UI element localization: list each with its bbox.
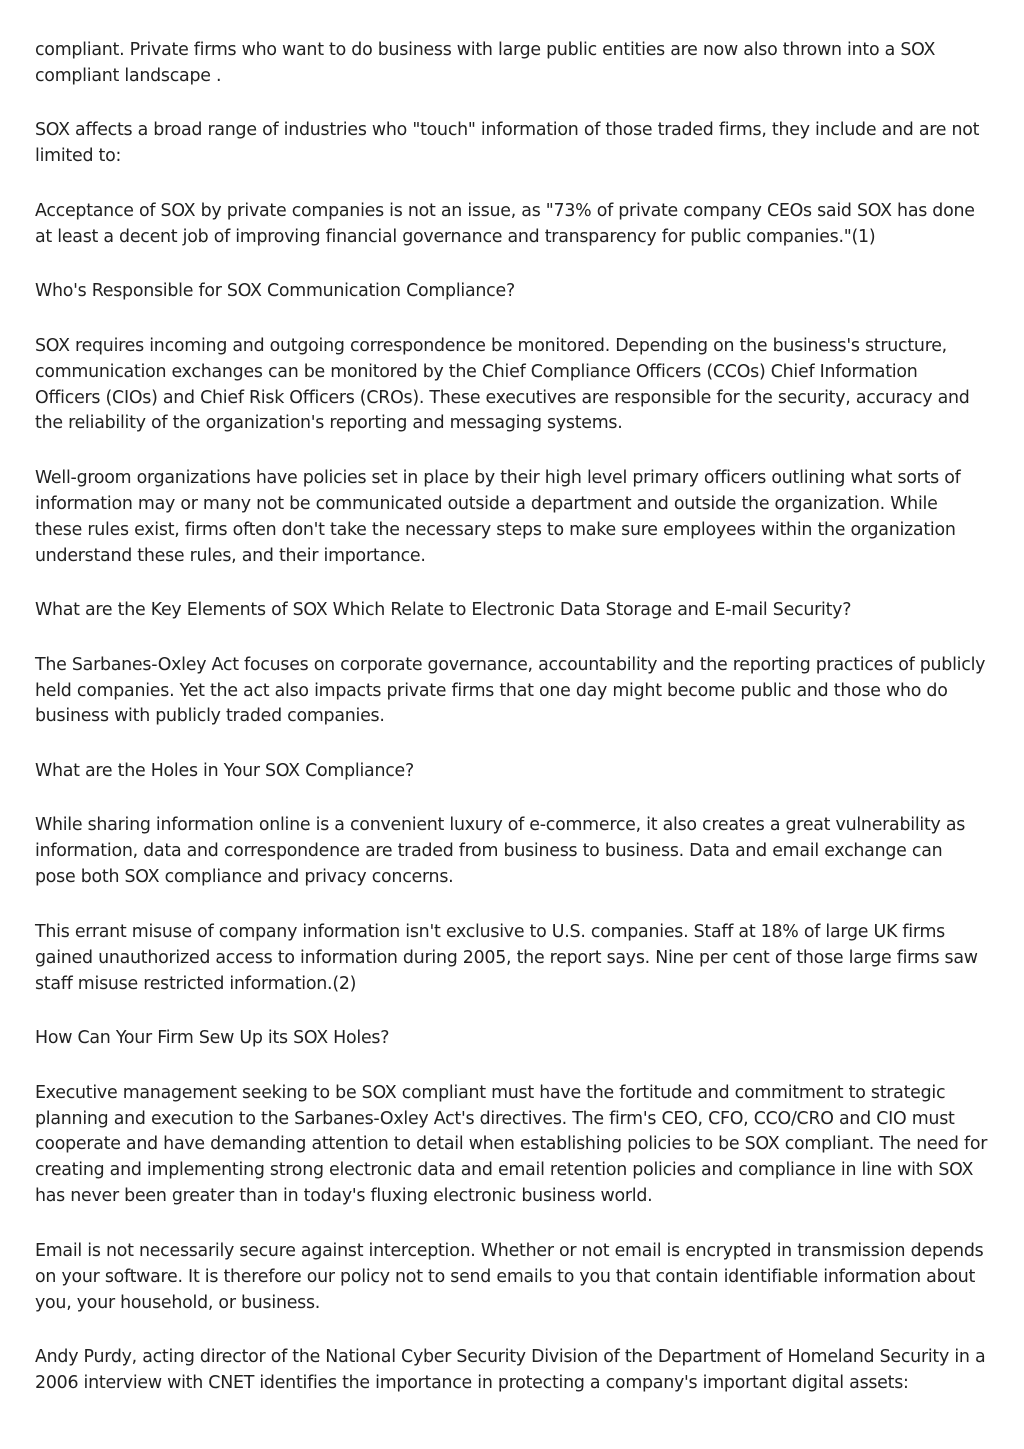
- paragraph-executive-management: Executive management seeking to be SOX compliant must have the fortitude and commitment to strategic planning and execution to the Sarbanes-Oxley Act's directives. The firm's CEO, CFO, CCO/CRO and CIO must cooperate and have demanding attention to detail when establishing policies to be SOX compliant. The need for creating and implementing strong electronic data and email retention policies and compliance in line with SOX has never been greater than in today's fluxing electronic business world.: [35, 1082, 988, 1207]
- paragraph-well-groom-organizations: Well-groom organizations have policies set in place by their high level primary officers outlining what sorts of information may or many not be communicated outside a department and outside the organization. While these rules exist, firms often don't take the necessary steps to make sure employees within the organization understand these rules, and their importance.: [35, 467, 961, 566]
- paragraph-andy-purdy: Andy Purdy, acting director of the National Cyber Security Division of the Department of Homeland Security in a 2006 interview with CNET identifies the importance in protecting a company's important digital assets:: [35, 1347, 986, 1393]
- heading-sew-up-sox-holes: How Can Your Firm Sew Up its SOX Holes?: [35, 1028, 390, 1049]
- paragraph-industries-affected: SOX affects a broad range of industries who "touch" information of those traded firms, they include and are not limited to:: [35, 120, 980, 167]
- paragraph-email-security: Email is not necessarily secure against interception. Whether or not email is encrypted in transmission depends on your software. It is therefore our policy not to send emails to you that contain identifiable information about you, your household, or business.: [35, 1240, 984, 1313]
- heading-key-elements: What are the Key Elements of SOX Which Relate to Electronic Data Storage and E-mail Security?: [35, 600, 852, 621]
- paragraph-errant-misuse: This errant misuse of company information isn't exclusive to U.S. companies. Staff at 18% of large UK firms gained unauthorized access to information during 2005, the report says. Nine per cent of those large firms saw staff misuse restricted information.(2): [35, 921, 978, 994]
- paragraph-monitoring-correspondence: SOX requires incoming and outgoing correspondence be monitored. Depending on the business's structure, communication exchanges can be monitored by the Chief Compliance Officers (CCOs) Chief Information Officers (CIOs) and Chief Risk Officers (CROs). These executives are responsible for the security, accuracy and the reliability of the organization's reporting and messaging systems.: [35, 335, 970, 434]
- heading-who-is-responsible: Who's Responsible for SOX Communication Compliance?: [35, 281, 515, 302]
- paragraph-sarbanes-oxley-act: The Sarbanes-Oxley Act focuses on corporate governance, accountability and the reporting practices of publicly held companies. Yet the act also impacts private firms that one day might become public and those who do business with publicly traded companies.: [35, 654, 986, 727]
- paragraph-acceptance-of-sox: Acceptance of SOX by private companies is not an issue, as "73% of private company CEOs said SOX has done at least a decent job of improving financial governance and transparency for public companies."(1): [35, 200, 975, 247]
- heading-holes-in-compliance: What are the Holes in Your SOX Compliance?: [35, 760, 414, 781]
- paragraph-sharing-information-online: While sharing information online is a convenient luxury of e-commerce, it also creates a great vulnerability as information, data and correspondence are traded from business to business. Data and email exchange can pose both SOX compliance and privacy concerns.: [35, 815, 966, 888]
- paragraph-sox-compliant-landscape: compliant. Private firms who want to do business with large public entities are now also thrown into a SOX compliant landscape .: [35, 40, 936, 86]
